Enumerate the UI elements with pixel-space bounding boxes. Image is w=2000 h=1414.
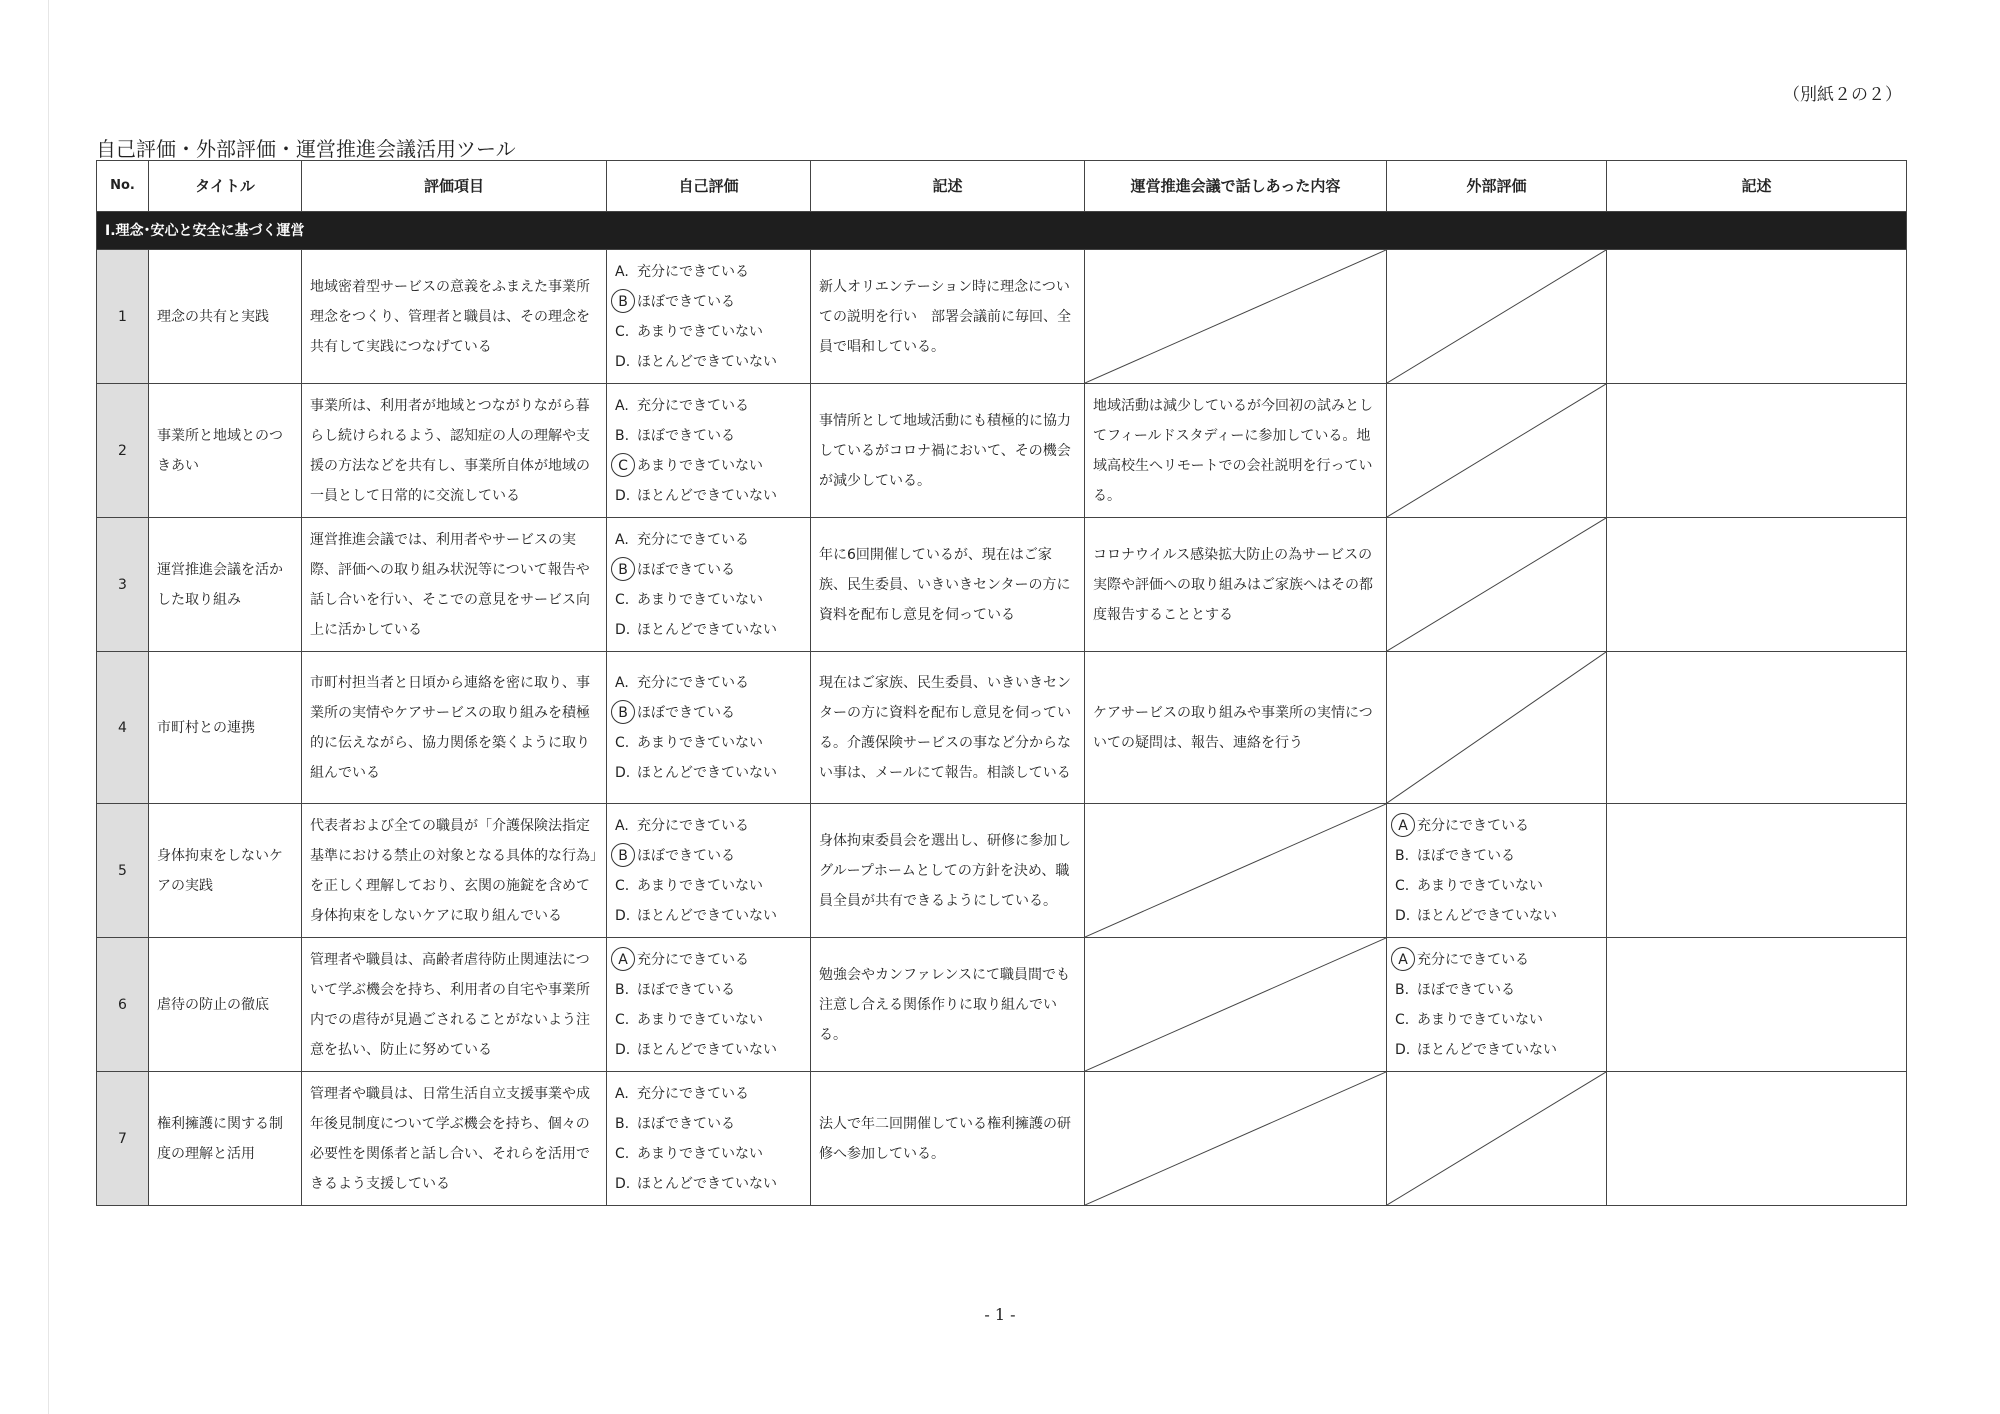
option-text: ほぼできている — [637, 293, 735, 310]
option-text: あまりできていない — [637, 323, 763, 340]
option-text: あまりできていない — [637, 457, 763, 474]
external-eval-option — [1395, 1005, 1598, 1035]
option-letter: D. — [1395, 1041, 1411, 1058]
table-row — [97, 250, 1907, 384]
table-header-row — [97, 161, 1907, 212]
row-title: 虐待の防止の徹底 — [149, 938, 302, 1072]
external-eval-option — [1395, 811, 1598, 841]
table-row — [97, 384, 1907, 518]
meeting-notes-blank — [1085, 938, 1387, 1072]
circled-letter: C — [611, 453, 635, 477]
self-eval-option — [615, 555, 802, 585]
row-number: 3 — [97, 518, 149, 652]
self-eval-option — [615, 1169, 802, 1199]
external-eval-option — [1395, 841, 1598, 871]
external-eval-options — [1387, 804, 1607, 938]
option-letter: A. — [615, 397, 629, 414]
page-edge-line — [48, 0, 49, 1414]
external-eval-option — [1395, 945, 1598, 975]
external-eval-option — [1395, 901, 1598, 931]
self-eval-option — [615, 945, 802, 975]
self-eval-options — [607, 938, 811, 1072]
circled-letter: B — [611, 557, 635, 581]
self-eval-option — [615, 257, 802, 287]
option-text: ほぼできている — [637, 427, 735, 444]
header-self-eval: 自己評価 — [607, 161, 811, 212]
meeting-notes-blank — [1085, 804, 1387, 938]
evaluation-item: 管理者や職員は、高齢者虐待防止関連法について学ぶ機会を持ち、利用者の自宅や事業所内での虐待が見過ごされることがないよう注意を払い、防止に努めている — [302, 938, 607, 1072]
evaluation-item: 事業所は、利用者が地域とつながりながら暮らし続けられるよう、認知症の人の理解や支援の方法などを共有し、事業所自体が地域の一員として日常的に交流している — [302, 384, 607, 518]
row-number: 7 — [97, 1072, 149, 1206]
option-letter: D. — [615, 487, 631, 504]
meeting-notes-blank — [1085, 1072, 1387, 1206]
option-text: ほとんどできていない — [637, 353, 777, 370]
option-text: あまりできていない — [637, 877, 763, 894]
row-title: 事業所と地域とのつきあい — [149, 384, 302, 518]
self-eval-option — [615, 585, 802, 615]
circled-letter: A — [1391, 947, 1415, 971]
self-eval-option — [615, 975, 802, 1005]
self-eval-description: 事情所として地域活動にも積極的に協力しているがコロナ禍において、その機会が減少している。 — [811, 384, 1085, 518]
external-description — [1607, 518, 1907, 652]
option-text: 充分にできている — [1417, 817, 1529, 834]
row-title: 理念の共有と実践 — [149, 250, 302, 384]
evaluation-item: 地域密着型サービスの意義をふまえた事業所理念をつくり、管理者と職員は、その理念を共有して実践につなげている — [302, 250, 607, 384]
self-eval-option — [615, 525, 802, 555]
option-text: ほぼできている — [637, 704, 735, 721]
option-letter: C. — [615, 323, 630, 340]
self-eval-options — [607, 250, 811, 384]
external-description — [1607, 804, 1907, 938]
circled-letter: A — [611, 947, 635, 971]
option-text: あまりできていない — [637, 591, 763, 608]
option-text: 充分にできている — [637, 263, 749, 280]
option-text: 充分にできている — [637, 397, 749, 414]
option-letter: A. — [615, 263, 629, 280]
evaluation-item: 運営推進会議では、利用者やサービスの実際、評価への取り組み状況等について報告や話し合いを行い、そこでの意見をサービス向上に活かしている — [302, 518, 607, 652]
option-letter: C. — [1395, 877, 1410, 894]
circled-letter: A — [1391, 813, 1415, 837]
option-letter: A. — [615, 531, 629, 548]
option-text: 充分にできている — [637, 951, 749, 968]
external-eval-blank — [1387, 1072, 1607, 1206]
option-letter: D. — [615, 907, 631, 924]
option-text: あまりできていない — [1417, 877, 1543, 894]
header-description: 記述 — [811, 161, 1085, 212]
option-letter: D. — [615, 353, 631, 370]
table-row — [97, 518, 1907, 652]
option-letter: D. — [615, 1175, 631, 1192]
external-eval-blank — [1387, 518, 1607, 652]
option-letter: C. — [1395, 1011, 1410, 1028]
table-row — [97, 804, 1907, 938]
header-no: No. — [97, 161, 149, 212]
self-eval-option — [615, 421, 802, 451]
option-text: ほぼできている — [1417, 981, 1515, 998]
document-title: 自己評価・外部評価・運営推進会議活用ツール — [96, 137, 516, 161]
option-text: 充分にできている — [637, 674, 749, 691]
self-eval-option — [615, 698, 802, 728]
external-eval-blank — [1387, 384, 1607, 518]
self-eval-description: 新人オリエンテーション時に理念についての説明を行い 部署会議前に毎回、全員で唱和している。 — [811, 250, 1085, 384]
self-eval-options — [607, 518, 811, 652]
self-eval-option — [615, 901, 802, 931]
external-description — [1607, 250, 1907, 384]
option-text: 充分にできている — [637, 1085, 749, 1102]
row-title: 権利擁護に関する制度の理解と活用 — [149, 1072, 302, 1206]
self-eval-option — [615, 668, 802, 698]
option-text: あまりできていない — [1417, 1011, 1543, 1028]
self-eval-options — [607, 804, 811, 938]
circled-letter: B — [611, 289, 635, 313]
meeting-notes: コロナウイルス感染拡大防止の為サービスの実際や評価への取り組みはご家族へはその都度報告することとする — [1085, 518, 1387, 652]
external-description — [1607, 652, 1907, 804]
self-eval-description: 法人で年二回開催している権利擁護の研修へ参加している。 — [811, 1072, 1085, 1206]
header-external-eval: 外部評価 — [1387, 161, 1607, 212]
option-letter: A. — [615, 674, 629, 691]
option-text: あまりできていない — [637, 1145, 763, 1162]
option-text: ほとんどできていない — [637, 1175, 777, 1192]
option-letter: B. — [1395, 981, 1410, 998]
option-letter: B. — [615, 1115, 630, 1132]
attachment-label: （別紙２の２） — [1783, 85, 1902, 105]
option-text: あまりできていない — [637, 1011, 763, 1028]
table-row — [97, 652, 1907, 804]
option-letter: D. — [1395, 907, 1411, 924]
option-letter: D. — [615, 764, 631, 781]
self-eval-option — [615, 1109, 802, 1139]
external-eval-blank — [1387, 652, 1607, 804]
option-letter: B. — [615, 981, 630, 998]
option-text: ほぼできている — [1417, 847, 1515, 864]
option-letter: C. — [615, 1011, 630, 1028]
row-title: 運営推進会議を活かした取り組み — [149, 518, 302, 652]
self-eval-description: 現在はご家族、民生委員、いきいきセンターの方に資料を配布し意見を伺っている。介護保険サービスの事など分からない事は、メールにて報告。相談している — [811, 652, 1085, 804]
option-text: ほとんどできていない — [1417, 907, 1557, 924]
option-text: ほとんどできていない — [637, 907, 777, 924]
self-eval-option — [615, 871, 802, 901]
row-number: 5 — [97, 804, 149, 938]
option-text: ほぼできている — [637, 1115, 735, 1132]
circled-letter: B — [611, 843, 635, 867]
option-letter: B. — [1395, 847, 1410, 864]
header-item: 評価項目 — [302, 161, 607, 212]
option-text: ほとんどできていない — [1417, 1041, 1557, 1058]
option-text: ほぼできている — [637, 981, 735, 998]
external-eval-blank — [1387, 250, 1607, 384]
self-eval-option — [615, 1005, 802, 1035]
external-description — [1607, 1072, 1907, 1206]
evaluation-item: 市町村担当者と日頃から連絡を密に取り、事業所の実情やケアサービスの取り組みを積極的に伝えながら、協力関係を築くように取り組んでいる — [302, 652, 607, 804]
header-title: タイトル — [149, 161, 302, 212]
self-eval-description: 勉強会やカンファレンスにて職員間でも注意し合える関係作りに取り組んでいる。 — [811, 938, 1085, 1072]
section-label: Ⅰ.理念･安心と安全に基づく運営 — [97, 212, 1907, 250]
meeting-notes: 地域活動は減少しているが今回初の試みとしてフィールドスタディーに参加している。地域高校生へリモートでの会社説明を行っている。 — [1085, 384, 1387, 518]
option-letter: D. — [615, 621, 631, 638]
row-number: 1 — [97, 250, 149, 384]
option-letter: C. — [615, 877, 630, 894]
option-letter: A. — [615, 817, 629, 834]
option-letter: C. — [615, 1145, 630, 1162]
page-number: - 1 - — [984, 1305, 1016, 1324]
table-row — [97, 1072, 1907, 1206]
self-eval-option — [615, 1139, 802, 1169]
option-text: ほとんどできていない — [637, 1041, 777, 1058]
self-eval-options — [607, 652, 811, 804]
self-eval-option — [615, 287, 802, 317]
self-eval-option — [615, 481, 802, 511]
option-text: ほとんどできていない — [637, 764, 777, 781]
row-number: 4 — [97, 652, 149, 804]
meeting-notes: ケアサービスの取り組みや事業所の実情についての疑問は、報告、連絡を行う — [1085, 652, 1387, 804]
option-letter: C. — [615, 734, 630, 751]
self-eval-option — [615, 758, 802, 788]
row-number: 2 — [97, 384, 149, 518]
self-eval-options — [607, 384, 811, 518]
table-row — [97, 938, 1907, 1072]
option-letter: C. — [615, 591, 630, 608]
option-letter: B. — [615, 427, 630, 444]
self-eval-description: 年に6回開催しているが、現在はご家族、民生委員、いきいきセンターの方に資料を配布し意見を伺っている — [811, 518, 1085, 652]
meeting-notes-blank — [1085, 250, 1387, 384]
self-eval-option — [615, 728, 802, 758]
option-text: ほぼできている — [637, 847, 735, 864]
header-meeting: 運営推進会議で話しあった内容 — [1085, 161, 1387, 212]
option-text: あまりできていない — [637, 734, 763, 751]
external-description — [1607, 938, 1907, 1072]
self-eval-option — [615, 391, 802, 421]
self-eval-option — [615, 615, 802, 645]
evaluation-item: 管理者や職員は、日常生活自立支援事業や成年後見制度について学ぶ機会を持ち、個々の必要性を関係者と話し合い、それらを活用できるよう支援している — [302, 1072, 607, 1206]
option-text: 充分にできている — [637, 817, 749, 834]
option-text: ほとんどできていない — [637, 621, 777, 638]
option-text: 充分にできている — [1417, 951, 1529, 968]
self-eval-option — [615, 1079, 802, 1109]
self-eval-option — [615, 317, 802, 347]
evaluation-table — [96, 160, 1907, 1206]
row-number: 6 — [97, 938, 149, 1072]
external-eval-options — [1387, 938, 1607, 1072]
option-text: ほぼできている — [637, 561, 735, 578]
self-eval-option — [615, 1035, 802, 1065]
self-eval-option — [615, 841, 802, 871]
section-row — [97, 212, 1907, 250]
evaluation-item: 代表者および全ての職員が「介護保険法指定基準における禁止の対象となる具体的な行為」を正しく理解しており、玄関の施錠を含めて身体拘束をしないケアに取り組んでいる — [302, 804, 607, 938]
circled-letter: B — [611, 700, 635, 724]
row-title: 身体拘束をしないケアの実践 — [149, 804, 302, 938]
row-title: 市町村との連携 — [149, 652, 302, 804]
option-text: ほとんどできていない — [637, 487, 777, 504]
self-eval-description: 身体拘束委員会を選出し、研修に参加しグループホームとしての方針を決め、職員全員が共有できるようにしている。 — [811, 804, 1085, 938]
external-description — [1607, 384, 1907, 518]
external-eval-option — [1395, 871, 1598, 901]
self-eval-option — [615, 347, 802, 377]
external-eval-option — [1395, 1035, 1598, 1065]
header-external-description: 記述 — [1607, 161, 1907, 212]
self-eval-options — [607, 1072, 811, 1206]
self-eval-option — [615, 811, 802, 841]
option-text: 充分にできている — [637, 531, 749, 548]
option-letter: D. — [615, 1041, 631, 1058]
external-eval-option — [1395, 975, 1598, 1005]
self-eval-option — [615, 451, 802, 481]
option-letter: A. — [615, 1085, 629, 1102]
